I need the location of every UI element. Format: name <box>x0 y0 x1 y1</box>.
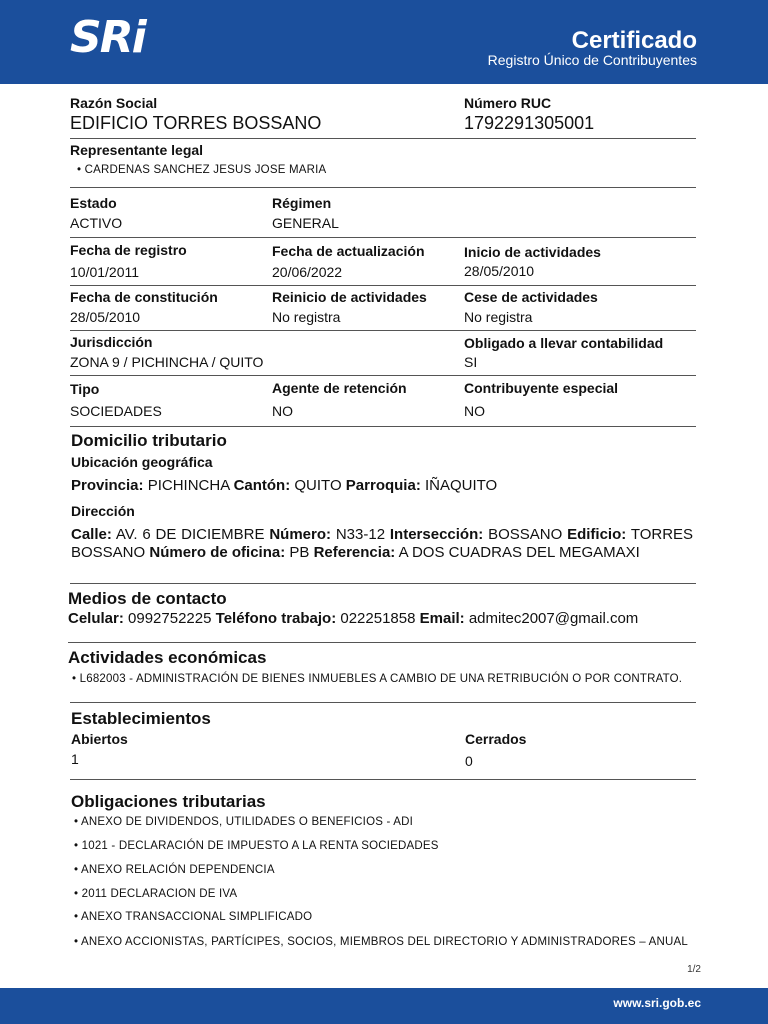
oficina-value: PB <box>289 544 310 561</box>
contribuyente-especial-value: NO <box>464 403 485 419</box>
certificate-subtitle: Registro Único de Contribuyentes <box>487 52 697 68</box>
contabilidad-value: SI <box>464 354 478 370</box>
calle-value: AV. 6 DE DICIEMBRE <box>115 526 265 543</box>
fecha-registro-label: Fecha de registro <box>70 242 187 258</box>
footer-website-link[interactable]: www.sri.gob.ec <box>613 996 701 1010</box>
provincia-key: Provincia: <box>71 477 144 494</box>
abiertos-label: Abiertos <box>71 731 128 747</box>
jurisdiccion-label: Jurisdicción <box>70 334 153 350</box>
reinicio-actividades-label: Reinicio de actividades <box>272 289 427 305</box>
contribuyente-especial-label: Contribuyente especial <box>464 380 619 396</box>
obligaciones-title: Obligaciones tributarias <box>71 792 266 811</box>
estado-value: ACTIVO <box>70 215 123 231</box>
cerrados-value: 0 <box>465 753 473 769</box>
canton-value: QUITO <box>294 477 342 494</box>
email-value: admitec2007@gmail.com <box>468 610 639 627</box>
celular-value: 0992752225 <box>128 610 212 627</box>
divider <box>70 583 696 584</box>
fecha-registro-value: 10/01/2011 <box>70 264 140 280</box>
domicilio-title: Domicilio tributario <box>71 431 227 450</box>
inicio-actividades-label: Inicio de actividades <box>464 244 601 260</box>
jurisdiccion-value: ZONA 9 / PICHINCHA / QUITO <box>70 354 264 370</box>
razon-social-label: Razón Social <box>70 95 158 111</box>
agente-retencion-value: NO <box>272 403 293 419</box>
establecimientos-title: Establecimientos <box>71 709 211 728</box>
estado-label: Estado <box>70 195 117 211</box>
contabilidad-label: Obligado a llevar contabilidad <box>464 335 664 351</box>
divider <box>70 779 696 780</box>
reinicio-actividades-value: No registra <box>272 309 341 325</box>
obligacion-item: • ANEXO RELACIÓN DEPENDENCIA <box>74 864 275 876</box>
parroquia-key: Parroquia: <box>345 477 421 494</box>
parroquia-value: IÑAQUITO <box>424 477 498 494</box>
calle-key: Calle: <box>71 526 112 543</box>
razon-social-value: EDIFICIO TORRES BOSSANO <box>70 113 322 133</box>
email-key: Email: <box>419 610 465 627</box>
inicio-actividades-value: 28/05/2010 <box>464 263 535 279</box>
obligacion-item: • 2011 DECLARACION DE IVA <box>74 888 238 900</box>
divider <box>70 285 696 286</box>
numero-value: N33-12 <box>335 526 386 543</box>
interseccion-key: Intersección: <box>389 526 484 543</box>
regimen-label: Régimen <box>272 195 332 211</box>
cese-actividades-value: No registra <box>464 309 533 325</box>
tipo-value: SOCIEDADES <box>70 403 162 419</box>
interseccion-value: BOSSANO <box>488 526 563 543</box>
fecha-constitucion-label: Fecha de constitución <box>70 289 218 305</box>
referencia-value: A DOS CUADRAS DEL MEGAMAXI <box>398 544 640 561</box>
provincia-value: PICHINCHA <box>147 477 230 494</box>
representante-item: • CARDENAS SANCHEZ JESUS JOSE MARIA <box>77 164 327 176</box>
ubicacion-line <box>71 477 497 494</box>
ruc-label: Número RUC <box>464 95 552 111</box>
obligacion-item: • ANEXO DE DIVIDENDOS, UTILIDADES O BENEFICIOS - ADI <box>74 816 414 828</box>
ruc-value: 1792291305001 <box>464 113 595 133</box>
obligacion-item: • ANEXO TRANSACCIONAL SIMPLIFICADO <box>74 911 313 923</box>
obligacion-item: • 1021 - DECLARACIÓN DE IMPUESTO A LA RENTA SOCIEDADES <box>74 840 439 852</box>
ubicacion-label: Ubicación geográfica <box>71 454 213 470</box>
divider <box>70 330 696 331</box>
footer-bar <box>0 988 768 1024</box>
divider <box>70 138 696 139</box>
page-number: 1/2 <box>687 964 701 975</box>
direccion-text <box>71 526 693 562</box>
divider <box>70 426 696 427</box>
telefono-value: 022251858 <box>340 610 416 627</box>
tipo-label: Tipo <box>70 381 100 397</box>
telefono-key: Teléfono trabajo: <box>215 610 337 627</box>
cerrados-label: Cerrados <box>465 731 527 747</box>
edificio-value: TORRES BOSSANO <box>71 526 694 561</box>
canton-key: Cantón: <box>233 477 291 494</box>
referencia-key: Referencia: <box>313 544 396 561</box>
representante-label: Representante legal <box>70 142 204 158</box>
regimen-value: GENERAL <box>272 215 339 231</box>
celular-key: Celular: <box>68 610 124 627</box>
sri-logo: SRi <box>70 12 145 63</box>
fecha-constitucion-value: 28/05/2010 <box>70 309 141 325</box>
divider <box>70 237 696 238</box>
divider <box>70 702 696 703</box>
contacto-title: Medios de contacto <box>68 589 227 608</box>
certificate-title: Certificado <box>571 27 697 54</box>
contacto-line <box>68 610 638 627</box>
divider <box>70 187 696 188</box>
numero-key: Número: <box>269 526 332 543</box>
divider <box>68 642 696 643</box>
edificio-key: Edificio: <box>567 526 627 543</box>
cese-actividades-label: Cese de actividades <box>464 289 598 305</box>
direccion-label: Dirección <box>71 503 135 519</box>
header-bar <box>0 0 768 84</box>
agente-retencion-label: Agente de retención <box>272 380 407 396</box>
oficina-key: Número de oficina: <box>149 544 286 561</box>
actividades-title: Actividades económicas <box>68 648 267 667</box>
fecha-actualizacion-value: 20/06/2022 <box>272 264 343 280</box>
abiertos-value: 1 <box>71 751 79 767</box>
divider <box>70 375 696 376</box>
fecha-actualizacion-label: Fecha de actualización <box>272 243 425 259</box>
obligacion-item: • ANEXO ACCIONISTAS, PARTÍCIPES, SOCIOS, MIEMBROS DEL DIRECTORIO Y ADMINISTRADORES – ANUAL <box>74 936 688 948</box>
actividad-item: • L682003 - ADMINISTRACIÓN DE BIENES INMUEBLES A CAMBIO DE UNA RETRIBUCIÓN O POR CONTRATO. <box>72 673 683 685</box>
